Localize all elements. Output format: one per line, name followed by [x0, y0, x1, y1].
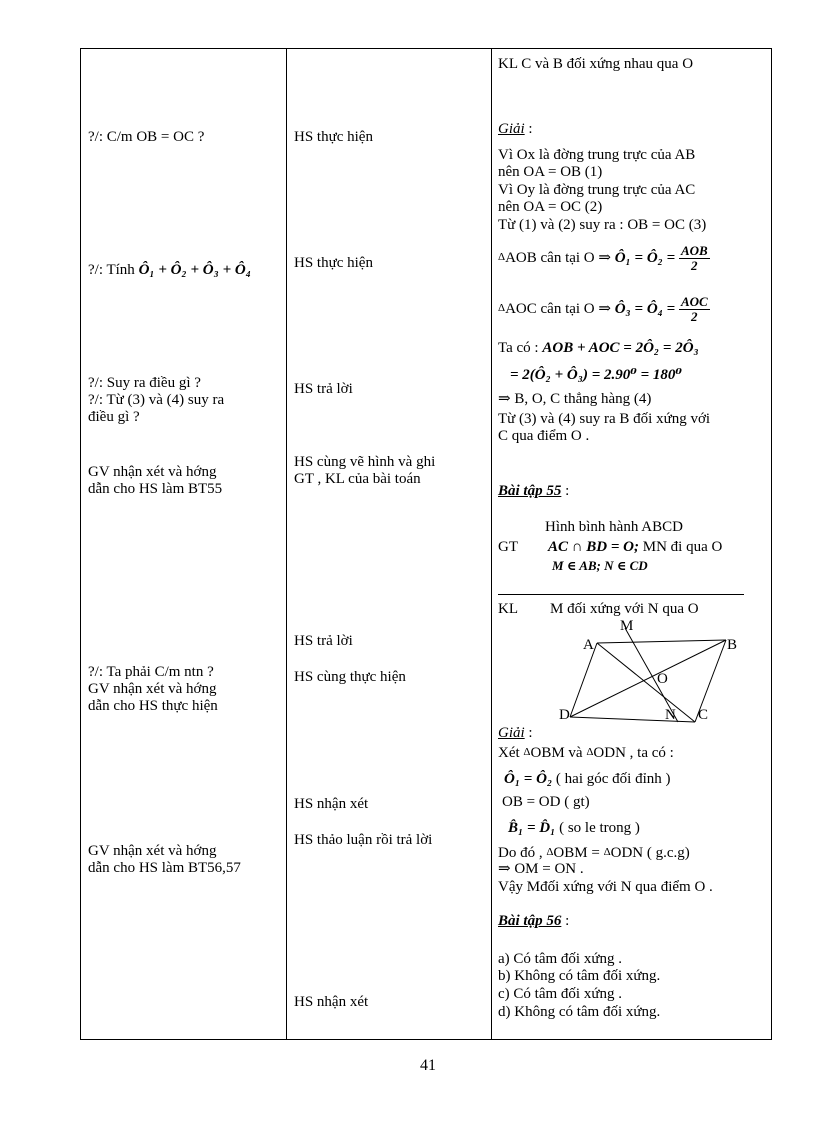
student-activity-5: HS trả lời: [294, 633, 353, 649]
collinear-line: ⇒ B, O, C thẳng hàng (4): [498, 391, 652, 407]
exercise-55-heading: [498, 483, 569, 500]
aob-text: AOB cân tại O ⇒: [505, 249, 611, 266]
answer-a: a) Có tâm đối xứng .: [498, 951, 622, 967]
given-label: GT: [498, 539, 518, 555]
congruent-odn: ODN ( g.c.g): [610, 845, 690, 861]
diagonal-ac: [597, 643, 695, 722]
ob-equals-od: OB = OD ( gt): [502, 794, 590, 810]
triangle-icon: Δ: [586, 746, 594, 758]
proof-line-7: C qua điểm O .: [498, 428, 590, 444]
exercise-56-heading: [498, 913, 569, 930]
proof-line-2: nên OA = OB (1): [498, 164, 603, 180]
triangle-icon: Δ: [546, 846, 554, 858]
exercise-55-label: Bài tập 55: [498, 483, 562, 499]
proof-line-4: nên OA = OC (2): [498, 199, 603, 215]
isosceles-aoc: [498, 295, 710, 324]
point-c-label: C: [698, 707, 709, 723]
triangle-odn: ODN , ta có :: [593, 745, 674, 761]
solution-heading-1: [498, 121, 533, 138]
therefore-label: Do đó ,: [498, 845, 543, 861]
triangle-icon: Δ: [523, 746, 531, 758]
proof-line-5: Từ (1) và (2) suy ra : OB = OC (3): [498, 217, 707, 233]
aoc-fraction-num: AOC: [680, 294, 708, 309]
triangle-obm: OBM và: [530, 745, 583, 761]
student-activity-8: HS thảo luận rồi trả lời: [294, 832, 433, 848]
parallelogram-figure: [550, 615, 750, 725]
exercise-56-colon: :: [561, 913, 570, 929]
given-line-2: M ∈ AB; N ∈ CD: [552, 558, 648, 573]
teacher-note-bt55-1: GV nhận xét và hớng: [88, 464, 217, 480]
question-compute-angles: [88, 262, 251, 279]
answer-c: c) Có tâm đối xứng .: [498, 986, 622, 1002]
exercise-55-colon: :: [561, 483, 570, 499]
aoc-text: AOC cân tại O ⇒: [505, 300, 611, 317]
conclusion-label: KL: [498, 601, 518, 617]
aob-angle-expression: Ô₁ = Ô₂ =: [614, 249, 676, 266]
teacher-note-bt55-2: dẫn cho HS làm BT55: [88, 481, 223, 497]
teacher-note-bt56-1: GV nhận xét và hớng: [88, 843, 217, 859]
vertical-angles-expression: Ô₁ = Ô₂: [504, 771, 553, 787]
aoc-fraction-den: 2: [691, 309, 698, 324]
proof-line-3: Vì Oy là đờng trung trực của AC: [498, 182, 696, 198]
point-b-label: B: [727, 637, 738, 653]
point-a-label: A: [583, 637, 594, 653]
triangle-icon: Δ: [498, 250, 506, 263]
solution-label-2: Giải: [498, 725, 525, 741]
aob-fraction-den: 2: [691, 258, 698, 273]
given-line-1: [548, 539, 722, 556]
student-activity-2: HS thực hiện: [294, 255, 373, 271]
conclusion-bc-symmetric: KL C và B đối xứng nhau qua O: [498, 56, 694, 72]
alternate-angles: [508, 820, 640, 837]
exercise-56-label: Bài tập 56: [498, 913, 562, 929]
question-compute-label: ?/: Tính: [88, 262, 135, 278]
table-divider-2: [491, 48, 492, 1040]
aoc-angle-expression: Ô₃ = Ô₄ =: [614, 300, 676, 317]
table-left-border: [80, 48, 81, 1040]
table-bottom-border: [80, 1039, 772, 1040]
student-activity-3: HS trả lời: [294, 381, 353, 397]
question-conclude-2: ?/: Từ (3) và (4) suy ra: [88, 392, 225, 408]
vertical-angles: [504, 771, 670, 788]
triangle-icon: Δ: [498, 301, 506, 314]
angle-sum-line: [498, 340, 699, 357]
student-activity-6: HS cùng thực hiện: [294, 669, 406, 685]
point-m-label: M: [620, 618, 634, 634]
question-how-prove-1: ?/: Ta phải C/m ntn ?: [88, 664, 214, 680]
consider-triangles: [498, 744, 674, 762]
angle-sum-expression: Ô₁ + Ô₂ + Ô₃ + Ô₄: [138, 262, 251, 278]
student-activity-7: HS nhận xét: [294, 796, 369, 812]
aoc-fraction: [679, 295, 710, 324]
congruent-obm: OBM =: [553, 845, 600, 861]
question-how-prove-3: dẫn cho HS thực hiện: [88, 698, 218, 714]
solution-colon-2: :: [524, 725, 533, 741]
point-d-label: D: [559, 707, 570, 723]
vertical-angles-note: ( hai góc đối đỉnh ): [552, 771, 671, 787]
question-prove-ob-oc: ?/: C/m OB = OC ?: [88, 129, 205, 145]
consider-label: Xét: [498, 745, 520, 761]
given-intersection: AC ∩ BD = O;: [548, 539, 640, 555]
proof-line-1: Vì Ox là đờng trung trực của AB: [498, 147, 696, 163]
solution-colon: :: [524, 121, 533, 137]
answer-d: d) Không có tâm đối xứng.: [498, 1004, 661, 1020]
point-n-label: N: [665, 707, 676, 723]
conclusion-mn-symmetric: M đối xứng với N qua O: [550, 601, 699, 617]
page-number: 41: [420, 1057, 436, 1074]
proof-line-6: Từ (3) và (4) suy ra B đối xứng với: [498, 411, 711, 427]
solution-label: Giải: [498, 121, 525, 137]
question-conclude-1: ?/: Suy ra điều gì ?: [88, 375, 201, 391]
student-activity-9: HS nhận xét: [294, 994, 369, 1010]
final-conclusion: Vậy Mđối xứng với N qua điểm O .: [498, 879, 713, 895]
congruence-line: [498, 844, 690, 862]
student-activity-1: HS thực hiện: [294, 129, 373, 145]
om-equals-on: ⇒ OM = ON .: [498, 861, 584, 877]
answer-b: b) Không có tâm đối xứng.: [498, 968, 661, 984]
student-activity-4b: GT , KL của bài toán: [294, 471, 421, 487]
angle-sum-result: = 2(Ô₂ + Ô₃) = 2.90⁰ = 180⁰: [510, 367, 682, 383]
edge-ab: [597, 640, 726, 643]
table-divider-1: [286, 48, 287, 1040]
given-title: Hình bình hành ABCD: [545, 519, 683, 535]
question-conclude-3: điều gì ?: [88, 409, 140, 425]
point-o-label: O: [657, 671, 668, 687]
angle-sum-equation: AOB + AOC = 2Ô₂ = 2Ô₃: [542, 340, 699, 356]
aob-fraction: [679, 244, 710, 273]
table-right-border: [771, 48, 772, 1040]
teacher-note-bt56-2: dẫn cho HS làm BT56,57: [88, 860, 241, 876]
triangle-icon: Δ: [603, 846, 611, 858]
question-how-prove-2: GV nhận xét và hớng: [88, 681, 217, 697]
given-mn-text: MN đi qua O: [639, 539, 723, 555]
solution-heading-2: [498, 725, 533, 742]
alternate-angles-expression: B̂₁ = D̂₁: [508, 820, 556, 836]
isosceles-aob: [498, 244, 710, 273]
taco-label: Ta có :: [498, 340, 539, 356]
alternate-angles-note: ( so le trong ): [555, 820, 640, 836]
given-conclusion-divider: [498, 594, 744, 595]
aob-fraction-num: AOB: [680, 243, 708, 258]
table-top-border: [80, 48, 772, 49]
student-activity-4a: HS cùng vẽ hình và ghi: [294, 454, 436, 470]
